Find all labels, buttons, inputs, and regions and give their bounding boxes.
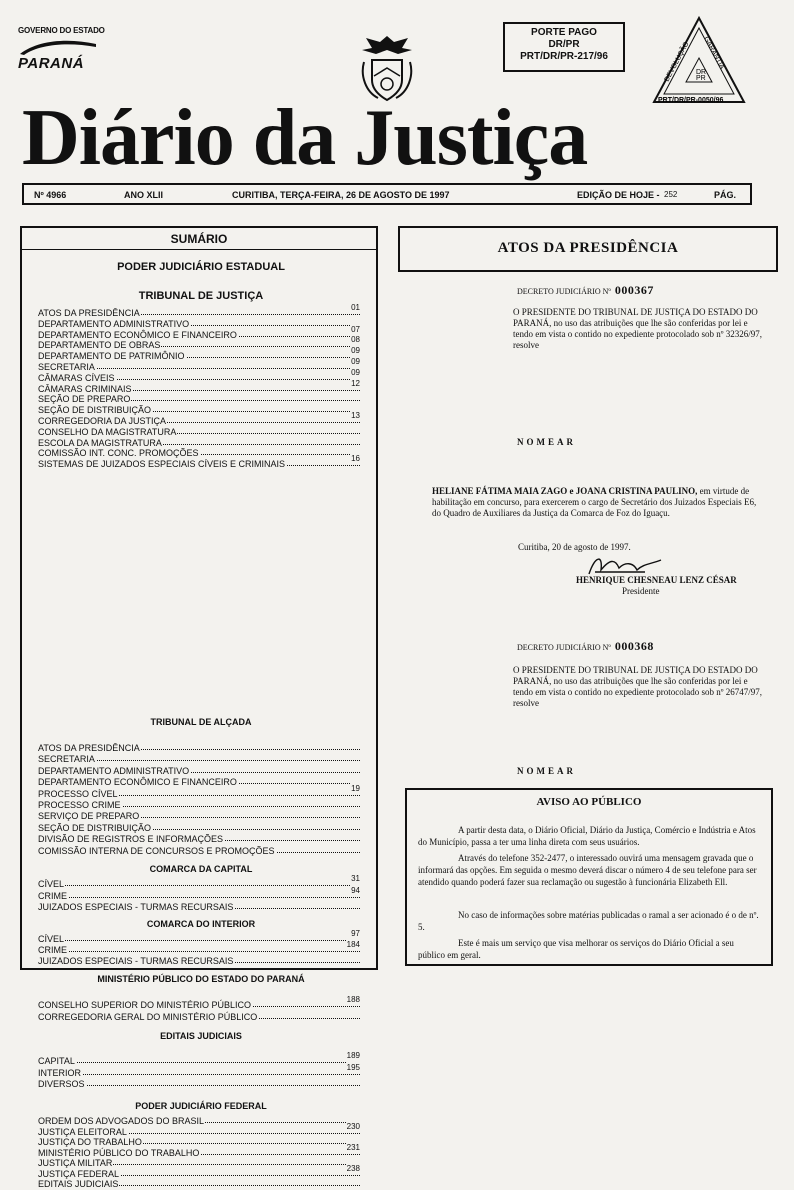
svg-text:GARANTIA: GARANTIA <box>702 35 726 71</box>
sumario-entry-page: 09 <box>351 367 360 377</box>
sumario-entry-label: DEPARTAMENTO ADMINISTRATIVO <box>38 765 190 776</box>
sumario-entry <box>38 754 360 765</box>
atos-title: ATOS DA PRESIDÊNCIA <box>497 240 679 256</box>
sumario-entry <box>38 324 360 341</box>
sumario-entry-label: DEPARTAMENTO ADMINISTRATIVO <box>38 318 190 329</box>
sumario-entry <box>38 956 360 967</box>
edition-number: Nº 4966 <box>34 190 67 200</box>
sumario-entry-label: JUSTIÇA MILITAR <box>38 1158 113 1168</box>
sumario-entry-label: DIVERSOS <box>38 1079 85 1089</box>
leader-dots <box>38 885 360 886</box>
decreto-367-body: HELIANE FÁTIMA MAIA ZAGO e JOANA CRISTINA PAULINO, em virtude de habilitação em concurso, para exercerem o cargo de Secretário dos Juizados Especiais E6, do Quadro de Auxiliares da Justiça da Comarca de Foz do Iguaçu. <box>432 486 757 518</box>
sumario-entry-label: INTERIOR <box>38 1067 82 1078</box>
svg-text:DEVOLUÇÃO: DEVOLUÇÃO <box>663 40 691 83</box>
sumario-entry-label: MINISTÉRIO PÚBLICO DO TRABALHO <box>38 1147 200 1158</box>
sumario-entry-label: ATOS DA PRESIDÊNCIA <box>38 743 140 753</box>
sumario-entry-page: 184 <box>346 940 360 950</box>
sumario-entry-page: 09 <box>351 357 360 366</box>
sumario-entry-label: JUSTIÇA ELEITORAL <box>38 1126 127 1137</box>
sumario-entry-label: EDITAIS JUDICIAIS <box>38 1179 119 1189</box>
gov-label: GOVERNO DO ESTADO <box>18 26 105 35</box>
sumario-entry <box>38 846 360 857</box>
sumario-entry-page: 13 <box>351 411 360 420</box>
sumario-entry <box>38 1179 360 1190</box>
edition-pages: 252 <box>664 190 678 199</box>
sumario-entry-label: CONSELHO SUPERIOR DO MINISTÉRIO PÚBLICO <box>38 1000 252 1010</box>
sumario-entry <box>38 438 360 449</box>
sumario-entry <box>38 885 360 902</box>
sumario-section-heading: TRIBUNAL DE JUSTIÇA <box>138 290 264 302</box>
sumario-entry-page: 189 <box>346 1051 360 1060</box>
svg-text:PR: PR <box>696 75 706 82</box>
sumario-entry-page: 12 <box>351 378 360 388</box>
sumario-entry-label: PROCESSO CRIME <box>38 800 121 810</box>
decreto-367-text: O PRESIDENTE DO TRIBUNAL DE JUSTIÇA DO ESTADO DO PARANÁ, no uso das atribuições que lhe são conferidas por lei e tendo em vista o contido no expediente protocolado sob nº 32326/97, resolve <box>513 307 762 350</box>
sumario-entry <box>38 405 360 416</box>
sumario-entry-label: DEPARTAMENTO ECONÔMICO E FINANCEIRO <box>38 777 237 788</box>
edition-pag-label: PÁG. <box>714 190 737 200</box>
decreto-368-nomear: NOMEAR <box>517 766 576 776</box>
aviso-paragraph-4: Este é mais um serviço que visa melhorar os serviços do Diário Oficial a seu público em geral. <box>418 938 734 960</box>
sumario-entry-label: CONSELHO DA MAGISTRATURA <box>38 426 177 437</box>
svg-text:PRT/DR/PR-0050/96: PRT/DR/PR-0050/96 <box>658 97 724 104</box>
sumario-entry <box>38 834 360 845</box>
sumario-entry-page: 08 <box>351 335 360 345</box>
sumario-entry-label: CRIME <box>38 945 67 956</box>
sumario-entry <box>38 1051 360 1067</box>
sumario-entry <box>38 427 360 438</box>
edition-date: CURITIBA, TERÇA-FEIRA, 26 DE AGOSTO DE 1997 <box>232 190 450 200</box>
sumario-entry-label: ORDEM DOS ADVOGADOS DO BRASIL <box>38 1116 205 1126</box>
sumario-entry <box>38 394 360 405</box>
sumario-entry-page: 94 <box>351 885 360 895</box>
sumario-entry <box>38 777 360 788</box>
sumario-entry <box>38 940 360 956</box>
sumario-entry-label: CÂMARAS CÍVEIS <box>38 372 115 383</box>
gov-swoosh <box>18 38 98 56</box>
sumario-entry <box>38 1079 360 1090</box>
sumario-entry-page: 19 <box>351 783 360 793</box>
sumario-entry-label: CÍVEL <box>38 934 65 944</box>
sumario-entry <box>38 929 360 945</box>
sumario-entry-label: SISTEMAS DE JUIZADOS ESPECIAIS CÍVEIS E CRIMINAIS <box>38 459 286 470</box>
sumario-entry-page: 16 <box>351 454 360 464</box>
sumario-entry-label: CRIME <box>38 890 67 901</box>
sumario-title: SUMÁRIO <box>170 232 228 246</box>
porte-pago-stamp: PORTE PAGO DR/PR PRT/DR/PR-217/96 <box>503 22 625 72</box>
sumario-entry <box>38 800 360 811</box>
sumario-entry-page: 188 <box>346 995 360 1004</box>
sumario-entry <box>38 454 360 470</box>
sumario-section-heading: COMARCA DO INTERIOR <box>146 919 256 929</box>
sumario-entry-label: JUSTIÇA FEDERAL <box>38 1168 120 1179</box>
sumario-entry-page: 195 <box>346 1062 360 1072</box>
sumario-entry-label: SECRETARIA <box>38 362 95 372</box>
sumario-entry <box>38 335 360 351</box>
sumario-entry-label: SERVIÇO DE PREPARO <box>38 811 140 822</box>
sumario-entry <box>38 411 360 427</box>
sumario-entry-page: 230 <box>346 1121 360 1131</box>
sumario-entry-label: COMISSÃO INT. CONC. PROMOÇÕES <box>38 448 199 459</box>
sumario-entry-label: CAPITAL <box>38 1056 75 1066</box>
sumario-entry-page: 01 <box>351 303 360 312</box>
leader-dots <box>38 1085 360 1086</box>
sumario-entry-page: 97 <box>351 929 360 938</box>
sumario-entry-label: JUIZADOS ESPECIAIS - TURMAS RECURSAIS <box>38 956 234 967</box>
sumario-entry-label: DEPARTAMENTO ECONÔMICO E FINANCEIRO <box>38 329 237 340</box>
poder-estadual-heading: PODER JUDICIÁRIO ESTADUAL <box>117 261 285 273</box>
sumario-entry-page: 31 <box>351 874 360 883</box>
sumario-divider <box>22 249 376 250</box>
sumario-entry <box>38 319 360 330</box>
aviso-paragraph-1: A partir desta data, o Diário Oficial, Diário da Justiça, Comércio e Indústria e Atos do Município, passa a ter uma linha direta com seus usuários. <box>418 825 756 847</box>
sumario-entry-page: 07 <box>351 324 360 334</box>
decreto-368-header: DECRETO JUDICIÁRIO Nº 000368 <box>517 639 654 653</box>
sumario-entry-page: 231 <box>346 1142 360 1152</box>
sumario-entry-label: ATOS DA PRESIDÊNCIA <box>38 308 140 318</box>
leader-dots <box>38 1062 360 1063</box>
sumario-entry <box>38 766 360 777</box>
sumario-entry-label: JUIZADOS ESPECIAIS - TURMAS RECURSAIS <box>38 902 234 912</box>
sumario-entry <box>38 783 360 800</box>
garantia-triangle-stamp <box>652 16 746 106</box>
sumario-entry <box>38 811 360 822</box>
decreto-367-nomear: NOMEAR <box>517 437 576 447</box>
sumario-entry-label: SEÇÃO DE DISTRIBUIÇÃO <box>38 405 152 416</box>
masthead-title: Diário da Justiça <box>22 94 588 182</box>
sumario-entry-page: 238 <box>346 1163 360 1173</box>
edition-today-label: EDIÇÃO DE HOJE - <box>577 190 660 200</box>
sumario-entry-label: COMISSÃO INTERNA DE CONCURSOS E PROMOÇÕES <box>38 845 275 856</box>
sumario-entry-label: CORREGEDORIA DA JUSTIÇA <box>38 416 167 426</box>
sumario-entry <box>38 378 360 395</box>
gov-state: PARANÁ <box>18 55 85 72</box>
sumario-entry-label: DIVISÃO DE REGISTROS E INFORMAÇÕES <box>38 834 224 845</box>
sumario-entry-label: ESCOLA DA MAGISTRATURA <box>38 437 162 448</box>
leader-dots <box>38 940 360 941</box>
sumario-entry-label: CÂMARAS CRIMINAIS <box>38 383 132 394</box>
aviso-title: AVISO AO PÚBLICO <box>536 796 642 808</box>
leader-dots <box>38 897 360 898</box>
decreto-367-header: DECRETO JUDICIÁRIO Nº 000367 <box>517 283 654 297</box>
svg-text:DR: DR <box>696 69 707 76</box>
sumario-entry <box>38 743 360 754</box>
sumario-entry-label: PROCESSO CÍVEL <box>38 788 118 799</box>
sumario-entry-label: SEÇÃO DE PREPARO <box>38 394 131 405</box>
decreto-367-signer: HENRIQUE CHESNEAU LENZ CÉSAR <box>576 575 737 585</box>
sumario-entry-label: CORREGEDORIA GERAL DO MINISTÉRIO PÚBLICO <box>38 1012 258 1022</box>
sumario-entry-label: SECRETARIA <box>38 754 95 765</box>
sumario-section-heading: TRIBUNAL DE ALÇADA <box>150 717 252 727</box>
leader-dots <box>38 951 360 952</box>
edition-year: ANO XLII <box>124 190 164 200</box>
sumario-entry <box>38 874 360 890</box>
sumario-entry <box>38 303 360 319</box>
sumario-entry-page: 09 <box>351 346 360 356</box>
sumario-entry-label: DEPARTAMENTO DE OBRAS <box>38 340 161 351</box>
sumario-entry-label: SEÇÃO DE DISTRIBUIÇÃO <box>38 822 152 833</box>
sumario-entry <box>38 1012 360 1023</box>
sumario-entry <box>38 1062 360 1079</box>
sumario-section-heading: COMARCA DA CAPITAL <box>149 864 253 874</box>
decreto-367-date: Curitiba, 20 de agosto de 1997. <box>518 542 631 552</box>
sumario-entry <box>38 1116 360 1127</box>
sumario-entry <box>38 823 360 834</box>
sumario-entry-label: JUSTIÇA DO TRABALHO <box>38 1137 142 1147</box>
decreto-368-text: O PRESIDENTE DO TRIBUNAL DE JUSTIÇA DO ESTADO DO PARANÁ, no uso das atribuições que lhe são conferidas por lei e tendo em vista o contido no expediente protocolado sob nº 26747/97, resolve <box>513 665 762 708</box>
sumario-section-heading: MINISTÉRIO PÚBLICO DO ESTADO DO PARANÁ <box>97 974 305 984</box>
edition-info-bar <box>22 183 752 205</box>
sumario-entry <box>38 357 360 373</box>
sumario-entry-label: DEPARTAMENTO DE PATRIMÔNIO <box>38 351 185 362</box>
sumario-entry <box>38 1137 360 1148</box>
leader-dots <box>38 1074 360 1075</box>
sumario-entry <box>38 1158 360 1169</box>
sumario-section-heading: PODER JUDICIÁRIO FEDERAL <box>135 1101 267 1111</box>
aviso-paragraph-3: No caso de informações sobre matérias publicadas o ramal a ser acionado é o de nº. 5. <box>418 910 759 932</box>
sumario-box <box>20 226 378 1189</box>
sumario-entry <box>38 346 360 362</box>
sumario-entry <box>38 448 360 459</box>
aviso-paragraph-2: Através do telefone 352-2477, o interessado ouvirá uma mensagem gravada que o informará das opções. Em seguida o mesmo deverá discar o número 4 de seu telefone para ser atendido quando poderá fazer sua reclamação ou sugestão à funcionária Elizabeth Ell. <box>418 853 757 887</box>
sumario-entry <box>38 995 360 1011</box>
decreto-367-role: Presidente <box>622 586 660 596</box>
sumario-entry-label: CÍVEL <box>38 879 65 889</box>
sumario-entry <box>38 902 360 913</box>
sumario-section-heading: EDITAIS JUDICIAIS <box>160 1031 242 1041</box>
